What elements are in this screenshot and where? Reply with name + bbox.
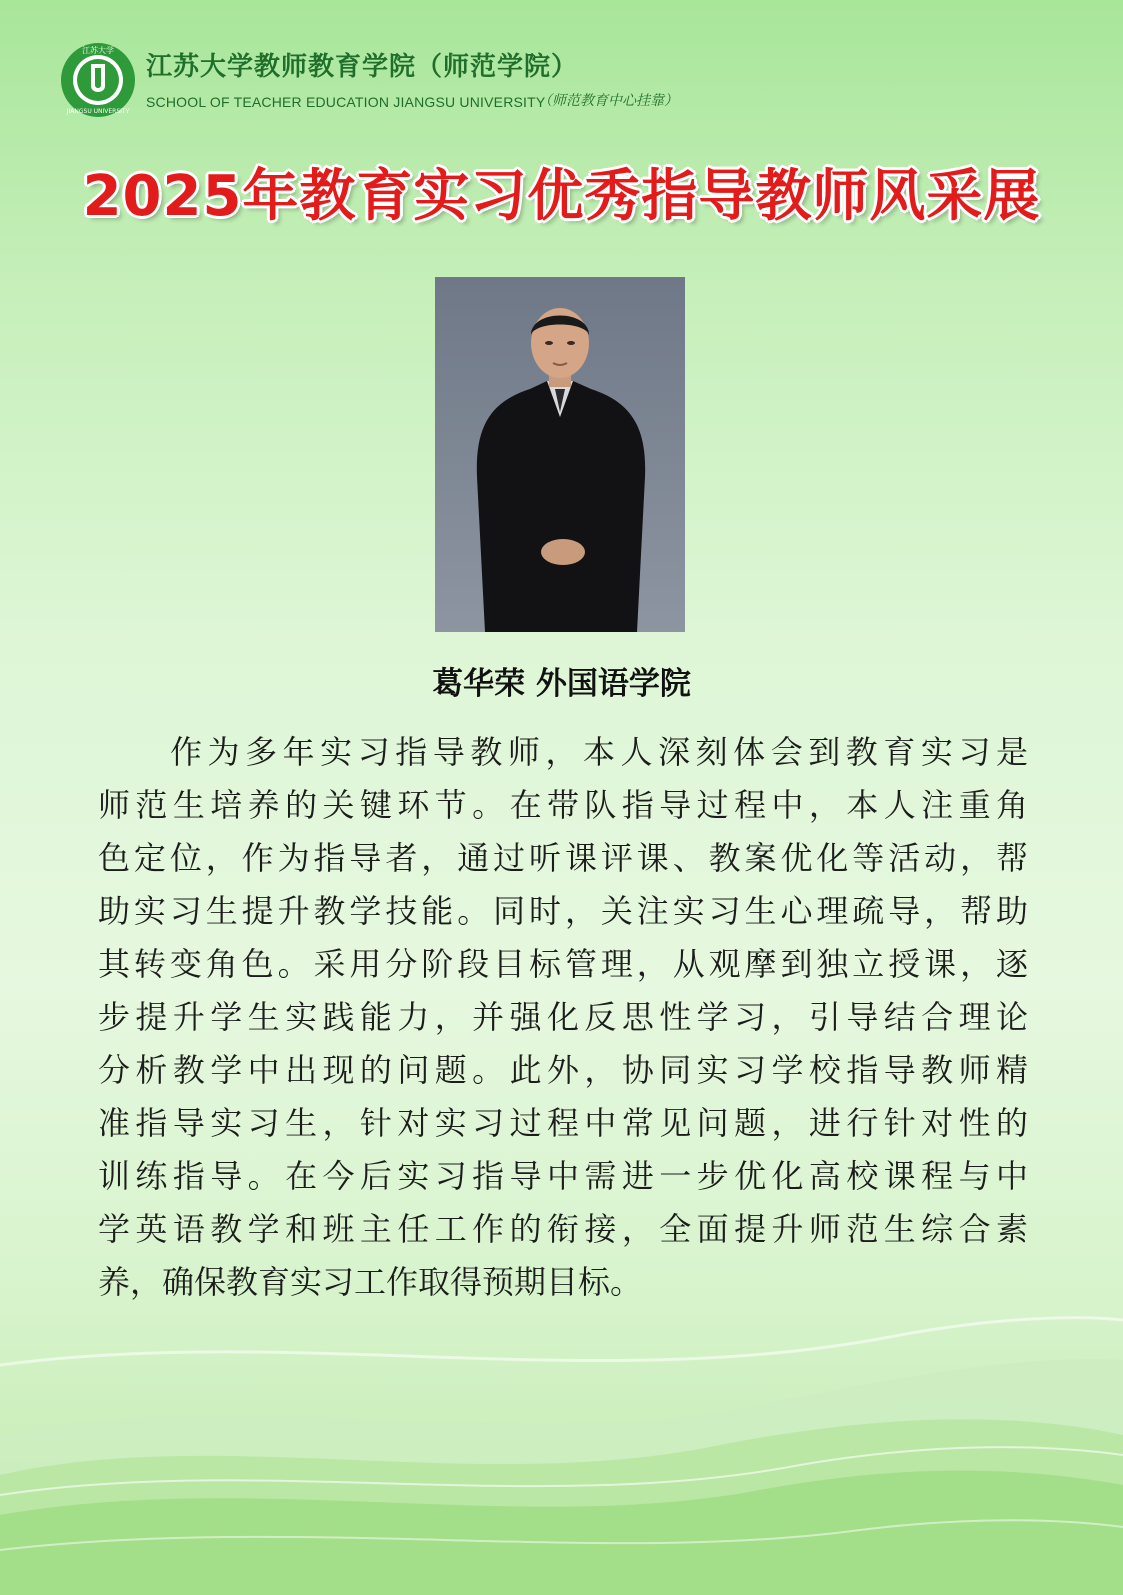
statement-line: 其转变角色。采用分阶段目标管理，从观摩到独立授课，逐 — [98, 945, 1028, 983]
statement-line: 分析教学中出现的问题。此外，协同实习学校指导教师精 — [98, 1051, 1028, 1089]
statement-line: 养，确保教育实习工作取得预期目标。 — [98, 1263, 643, 1301]
logo-text-en: JIANGSU UNIVERSITY — [66, 108, 130, 115]
teacher-caption: 葛华荣 外国语学院 — [432, 666, 691, 702]
statement-line: 学英语教学和班主任工作的衔接，全面提升师范生综合素 — [98, 1210, 1028, 1248]
teacher-portrait — [435, 277, 685, 632]
affiliation-note: （师范教育中心挂靠） — [538, 93, 678, 109]
teacher-statement — [98, 726, 1028, 1309]
statement-line: 步提升学生实践能力，并强化反思性学习，引导结合理论 — [98, 998, 1028, 1036]
school-name-cn: 江苏大学教师教育学院（师范学院） — [146, 52, 579, 82]
statement-line: 助实习生提升教学技能。同时，关注实习生心理疏导，帮助 — [98, 892, 1028, 930]
statement-line: 色定位，作为指导者，通过听课评课、教案优化等活动，帮 — [98, 839, 1028, 877]
statement-line: 训练指导。在今后实习指导中需进一步优化高校课程与中 — [98, 1157, 1028, 1195]
university-logo-icon — [60, 42, 136, 118]
school-name-en: SCHOOL OF TEACHER EDUCATION JIANGSU UNIVERSITY — [146, 94, 546, 110]
statement-line: 作为多年实习指导教师，本人深刻体会到教育实习是 — [170, 733, 1028, 771]
page-title: 2025年教育实习优秀指导教师风采展 — [82, 164, 1041, 229]
header — [60, 42, 1060, 122]
wave-decoration — [0, 1265, 1123, 1595]
statement-line: 师范生培养的关键环节。在带队指导过程中，本人注重角 — [98, 786, 1028, 824]
statement-line: 准指导实习生，针对实习过程中常见问题，进行针对性的 — [98, 1104, 1028, 1142]
logo-text-cn: 江苏大学 — [82, 46, 114, 55]
